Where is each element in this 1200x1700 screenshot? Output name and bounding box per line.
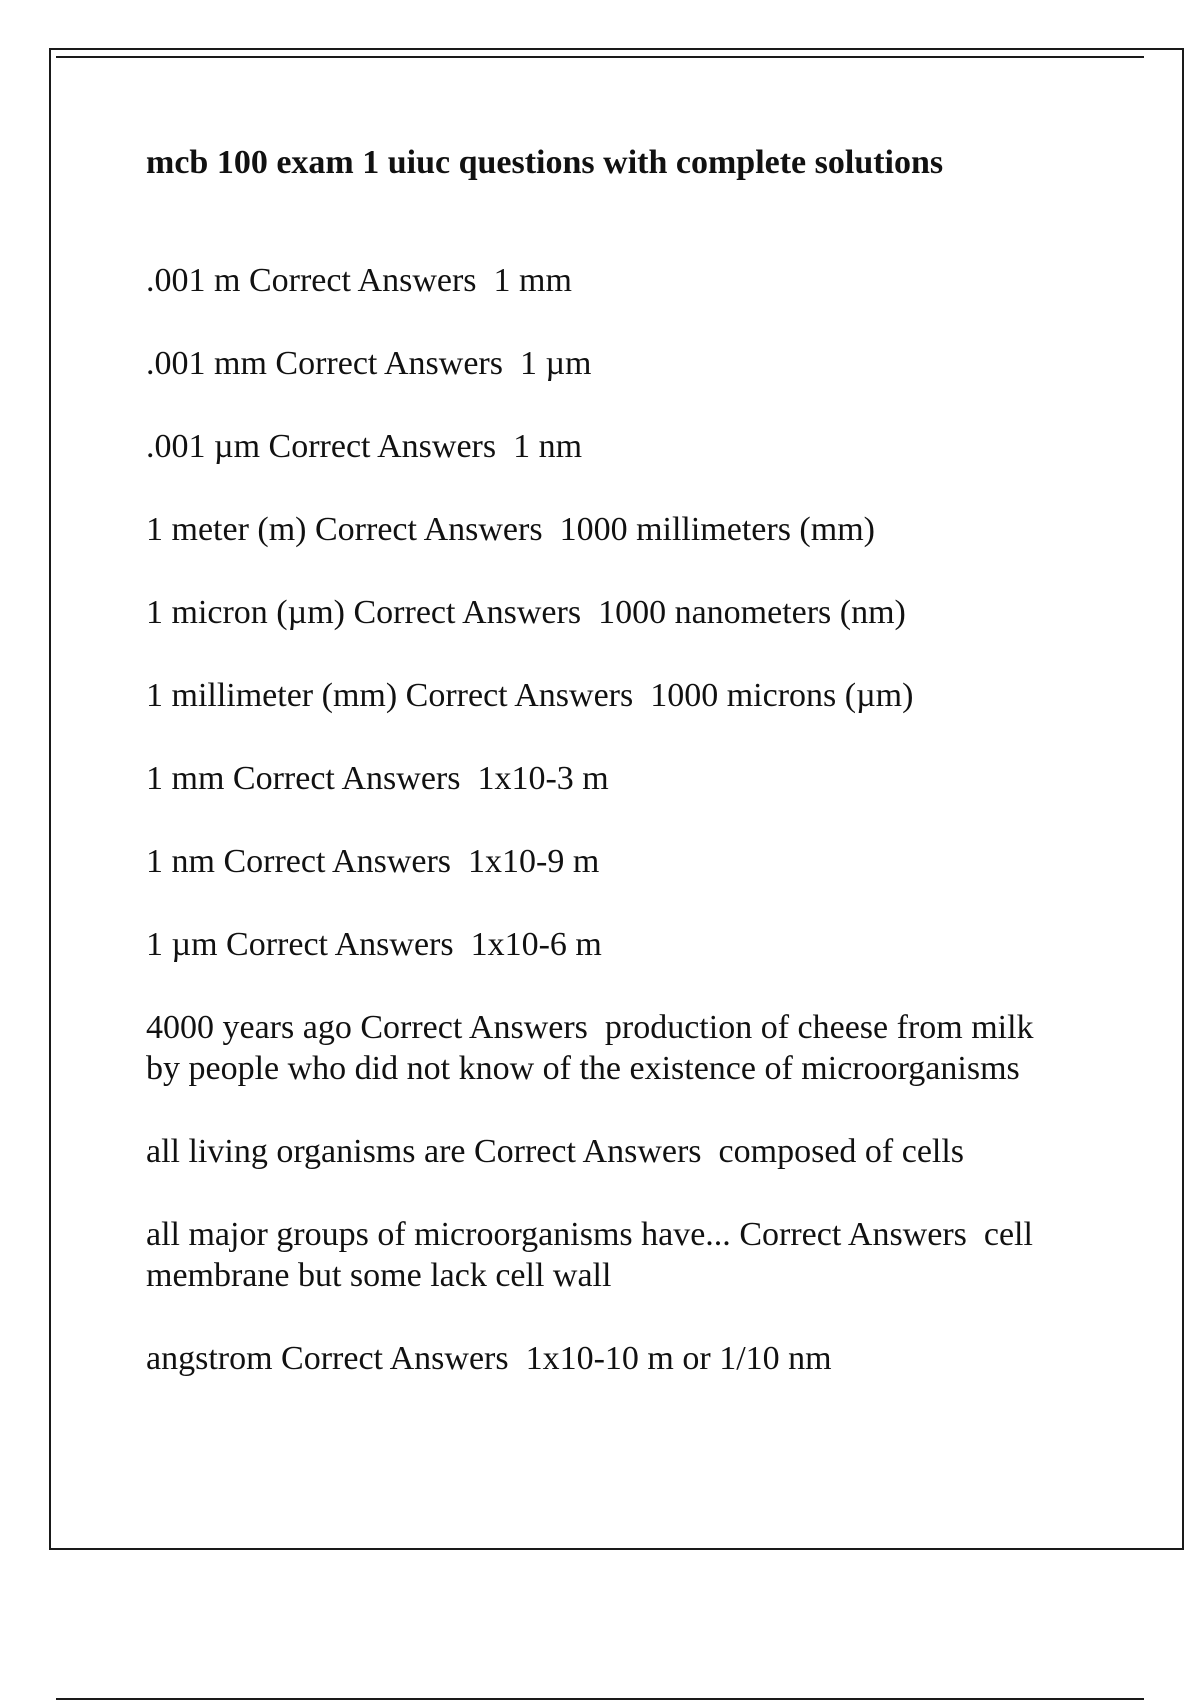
qa-separator: Correct Answers [217,925,471,963]
qa-answer: 1000 millimeters (mm) [559,510,875,548]
qa-answer: composed of cells [718,1132,965,1170]
qa-question: .001 µm [146,427,261,465]
qa-question: angstrom [146,1339,273,1377]
qa-answer: 1x10-10 m or 1/10 nm [525,1339,832,1377]
qa-question: all living organisms are [146,1132,466,1170]
qa-question: 1 meter (m) [146,510,307,548]
qa-answer: 1x10-9 m [468,842,600,880]
qa-list [146,260,1046,1379]
qa-question: all major groups of microorganisms have... [146,1215,731,1253]
qa-separator: Correct Answers [306,510,560,548]
qa-answer: 1 mm [493,261,572,299]
qa-separator: Correct Answers [214,842,469,880]
document-body [146,142,1046,1421]
qa-separator: Correct Answers [266,344,520,382]
qa-item [146,343,1046,384]
qa-separator: Correct Answers [272,1339,526,1377]
qa-question: 1 micron (µm) [146,593,345,631]
qa-item [146,924,1046,965]
qa-answer: 1x10-6 m [470,925,602,963]
qa-item [146,592,1046,633]
qa-question: 1 nm [146,842,215,880]
qa-item [146,426,1046,467]
document-title: mcb 100 exam 1 uiuc questions with complete solutions [146,144,944,181]
qa-answer: 1000 nanometers (nm) [598,593,906,631]
qa-separator: Correct Answers [730,1215,984,1253]
qa-item [146,1214,1046,1296]
qa-question: .001 m [146,261,241,299]
header-rule [56,56,1144,58]
qa-answer: 1000 microns (µm) [650,676,914,714]
qa-separator: Correct Answers [345,593,599,631]
qa-separator: Correct Answers [351,1008,605,1046]
qa-item [146,675,1046,716]
qa-item [146,758,1046,799]
qa-question: 1 mm [146,759,225,797]
qa-answer: 1 µm [519,344,592,382]
qa-question: .001 mm [146,344,267,382]
qa-answer: cell membrane but some lack cell wall [146,1215,1042,1294]
qa-separator: Correct Answers [465,1132,719,1170]
qa-separator: Correct Answers [260,427,514,465]
qa-question: 1 millimeter (mm) [146,676,398,714]
qa-item [146,1338,1046,1379]
qa-answer: 1 nm [513,427,583,465]
qa-separator: Correct Answers [224,759,478,797]
qa-item [146,260,1046,301]
qa-answer: production of cheese from milk by people who did not know of the existence of microorganisms [146,1008,1043,1087]
qa-item [146,1131,1046,1172]
qa-item [146,1007,1046,1089]
qa-answer: 1x10-3 m [477,759,609,797]
qa-item [146,841,1046,882]
qa-question: 1 µm [146,925,218,963]
qa-question: 4000 years ago [146,1008,352,1046]
qa-separator: Correct Answers [240,261,494,299]
qa-separator: Correct Answers [397,676,651,714]
qa-item [146,509,1046,550]
